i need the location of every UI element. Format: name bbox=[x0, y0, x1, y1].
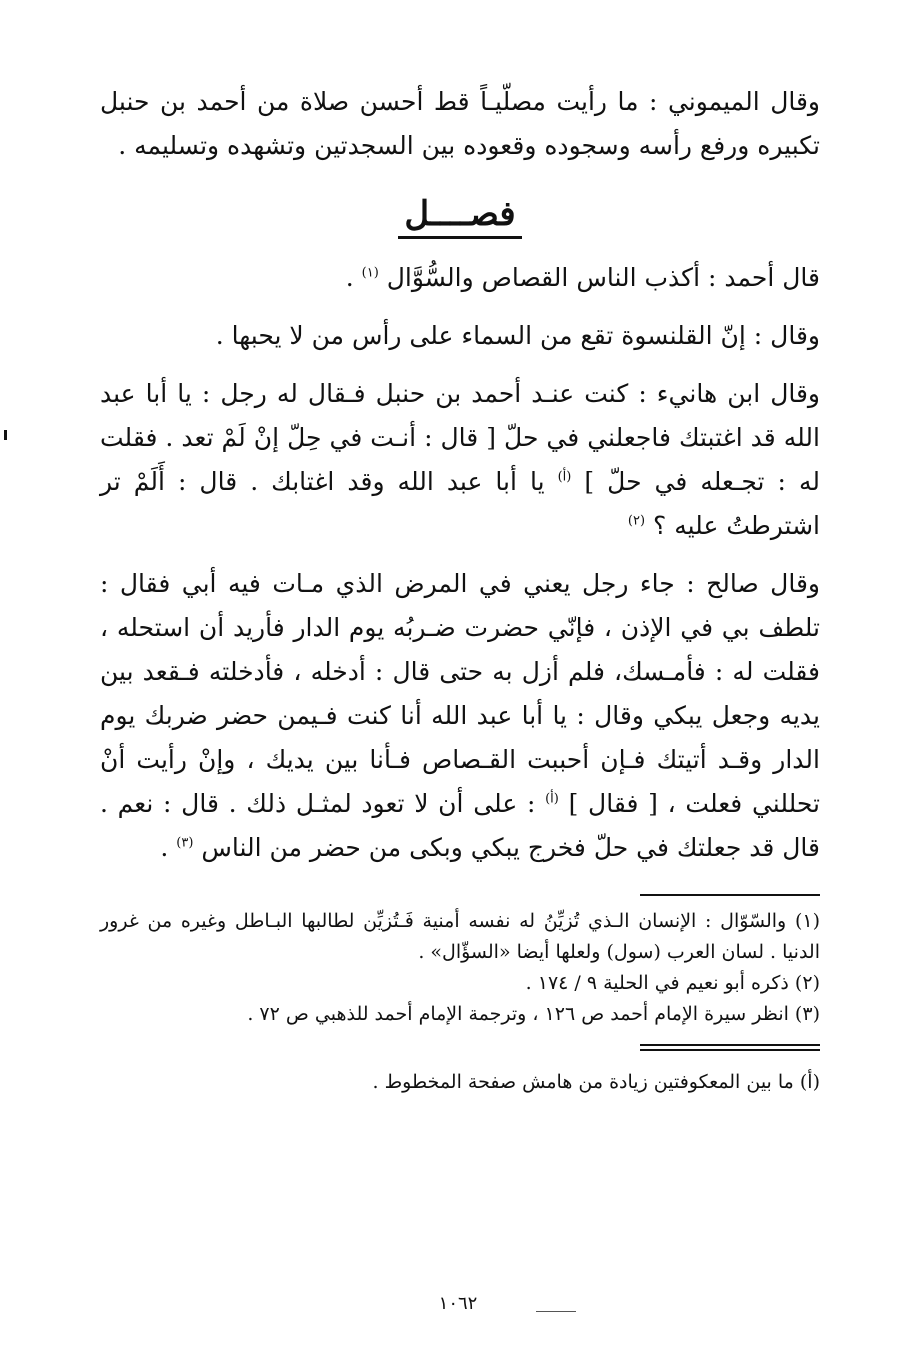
paragraph-ahmad bbox=[100, 256, 820, 300]
paragraph-maymuni: وقال الميموني : ما رأيت مصلّيـاً قط أحسن صلاة من أحمد بن حنبل تكبيره ورفع رأسه وسجوده وقعوده بين السجدتين وتشهده وتسليمه . bbox=[100, 87, 820, 160]
section-heading bbox=[100, 190, 820, 238]
footnote-2: (٢) ذكره أبو نعيم في الحلية ٩ / ١٧٤ . bbox=[525, 972, 820, 994]
footnote-ref-2: (٢) bbox=[627, 513, 646, 529]
footnote-1: (١) والسّوّال : الإنسان الـذي تُزيِّنُ له نفسه أمنية فَـتُزيِّن لطالبها البـاطل وغيره من غرور الدنيا . لسان العرب (سول) ولعلها أيضا «السؤّال» . bbox=[100, 910, 820, 963]
footnote-ref-1: (١) bbox=[361, 265, 379, 281]
margin-note-separator bbox=[640, 1044, 820, 1051]
paragraph-salih bbox=[100, 562, 820, 870]
paragraph-ahmad-text: قال أحمد : أكذب الناس القصاص والسُّوَّال bbox=[386, 263, 820, 292]
paragraph-salih-part-a: وقال صالح : جاء رجل يعني في المرض الذي مـات فيه أبي فقال : تلطف بي في الإذن ، فإنّي حضرت ضـربُه يوم الدار فأريد أن استحله ، فقلت له : فأمـسك، فلم أزل به حتى قال : أدخله ، فأدخلته فـقعد بين يديه وجعل يبكي وقال : يا أبا عبد الله أنا كنت فـيمن حضر ضربك يوم الدار وقـد أتيتك فـإن أحببت القـصاص فـأنا بين يديك ، وإنْ رأيت أنْ تحللني فعلت ، [ فقال ] bbox=[100, 569, 820, 818]
paragraph-ahmad-tail: . bbox=[345, 263, 362, 292]
paragraph-ibn-hani-part-b: يا أبا عبد الله وقد اغتابك . قال : أَلَمْ تر اشترطتُ عليه ؟ bbox=[100, 467, 820, 540]
page-number: ١٠٦٢ bbox=[438, 1293, 478, 1314]
footnote-separator bbox=[640, 894, 820, 896]
paragraph-salih-part-b: : على أن لا تعود لمثـل ذلك . قال : نعم . قال قد جعلتك في حلّ فخرج يبكي وبكى من حضر من الناس bbox=[100, 789, 820, 862]
margin-ref-alif-2: (أ) bbox=[545, 791, 559, 807]
margin-note: (أ) ما بين المعكوفتين زيادة من هامش صفحة المخطوط . bbox=[372, 1071, 820, 1093]
margin-ref-alif: (أ) bbox=[557, 469, 572, 485]
paragraph-ibn-hani bbox=[100, 372, 820, 548]
footnote-ref-3: (٣) bbox=[176, 835, 194, 851]
paragraph-qalansuwa: وقال : إنّ القلنسوة تقع من السماء على رأس من لا يحبها . bbox=[215, 321, 820, 350]
page-body bbox=[100, 80, 820, 1098]
scan-edge-mark bbox=[4, 430, 7, 440]
paragraph-ibn-hani-part-a: وقال ابن هانيء : كنت عنـد أحمد بن حنبل فـقال له رجل : يا أبا عبد الله قد اغتبتك فاجعلني في حلّ [ قال : أنـت في حِلّ إنْ لَمْ تعد . فقلت له : تجـعله في حلّ ] bbox=[100, 379, 820, 496]
section-heading-text: فصــــل bbox=[398, 194, 521, 239]
footnote-3: (٣) انظر سيرة الإمام أحمد ص ١٢٦ ، وترجمة الإمام أحمد للذهبي ص ٧٢ . bbox=[247, 1003, 820, 1025]
page-number-underline bbox=[536, 1311, 576, 1312]
paragraph-salih-tail: . bbox=[160, 833, 177, 862]
